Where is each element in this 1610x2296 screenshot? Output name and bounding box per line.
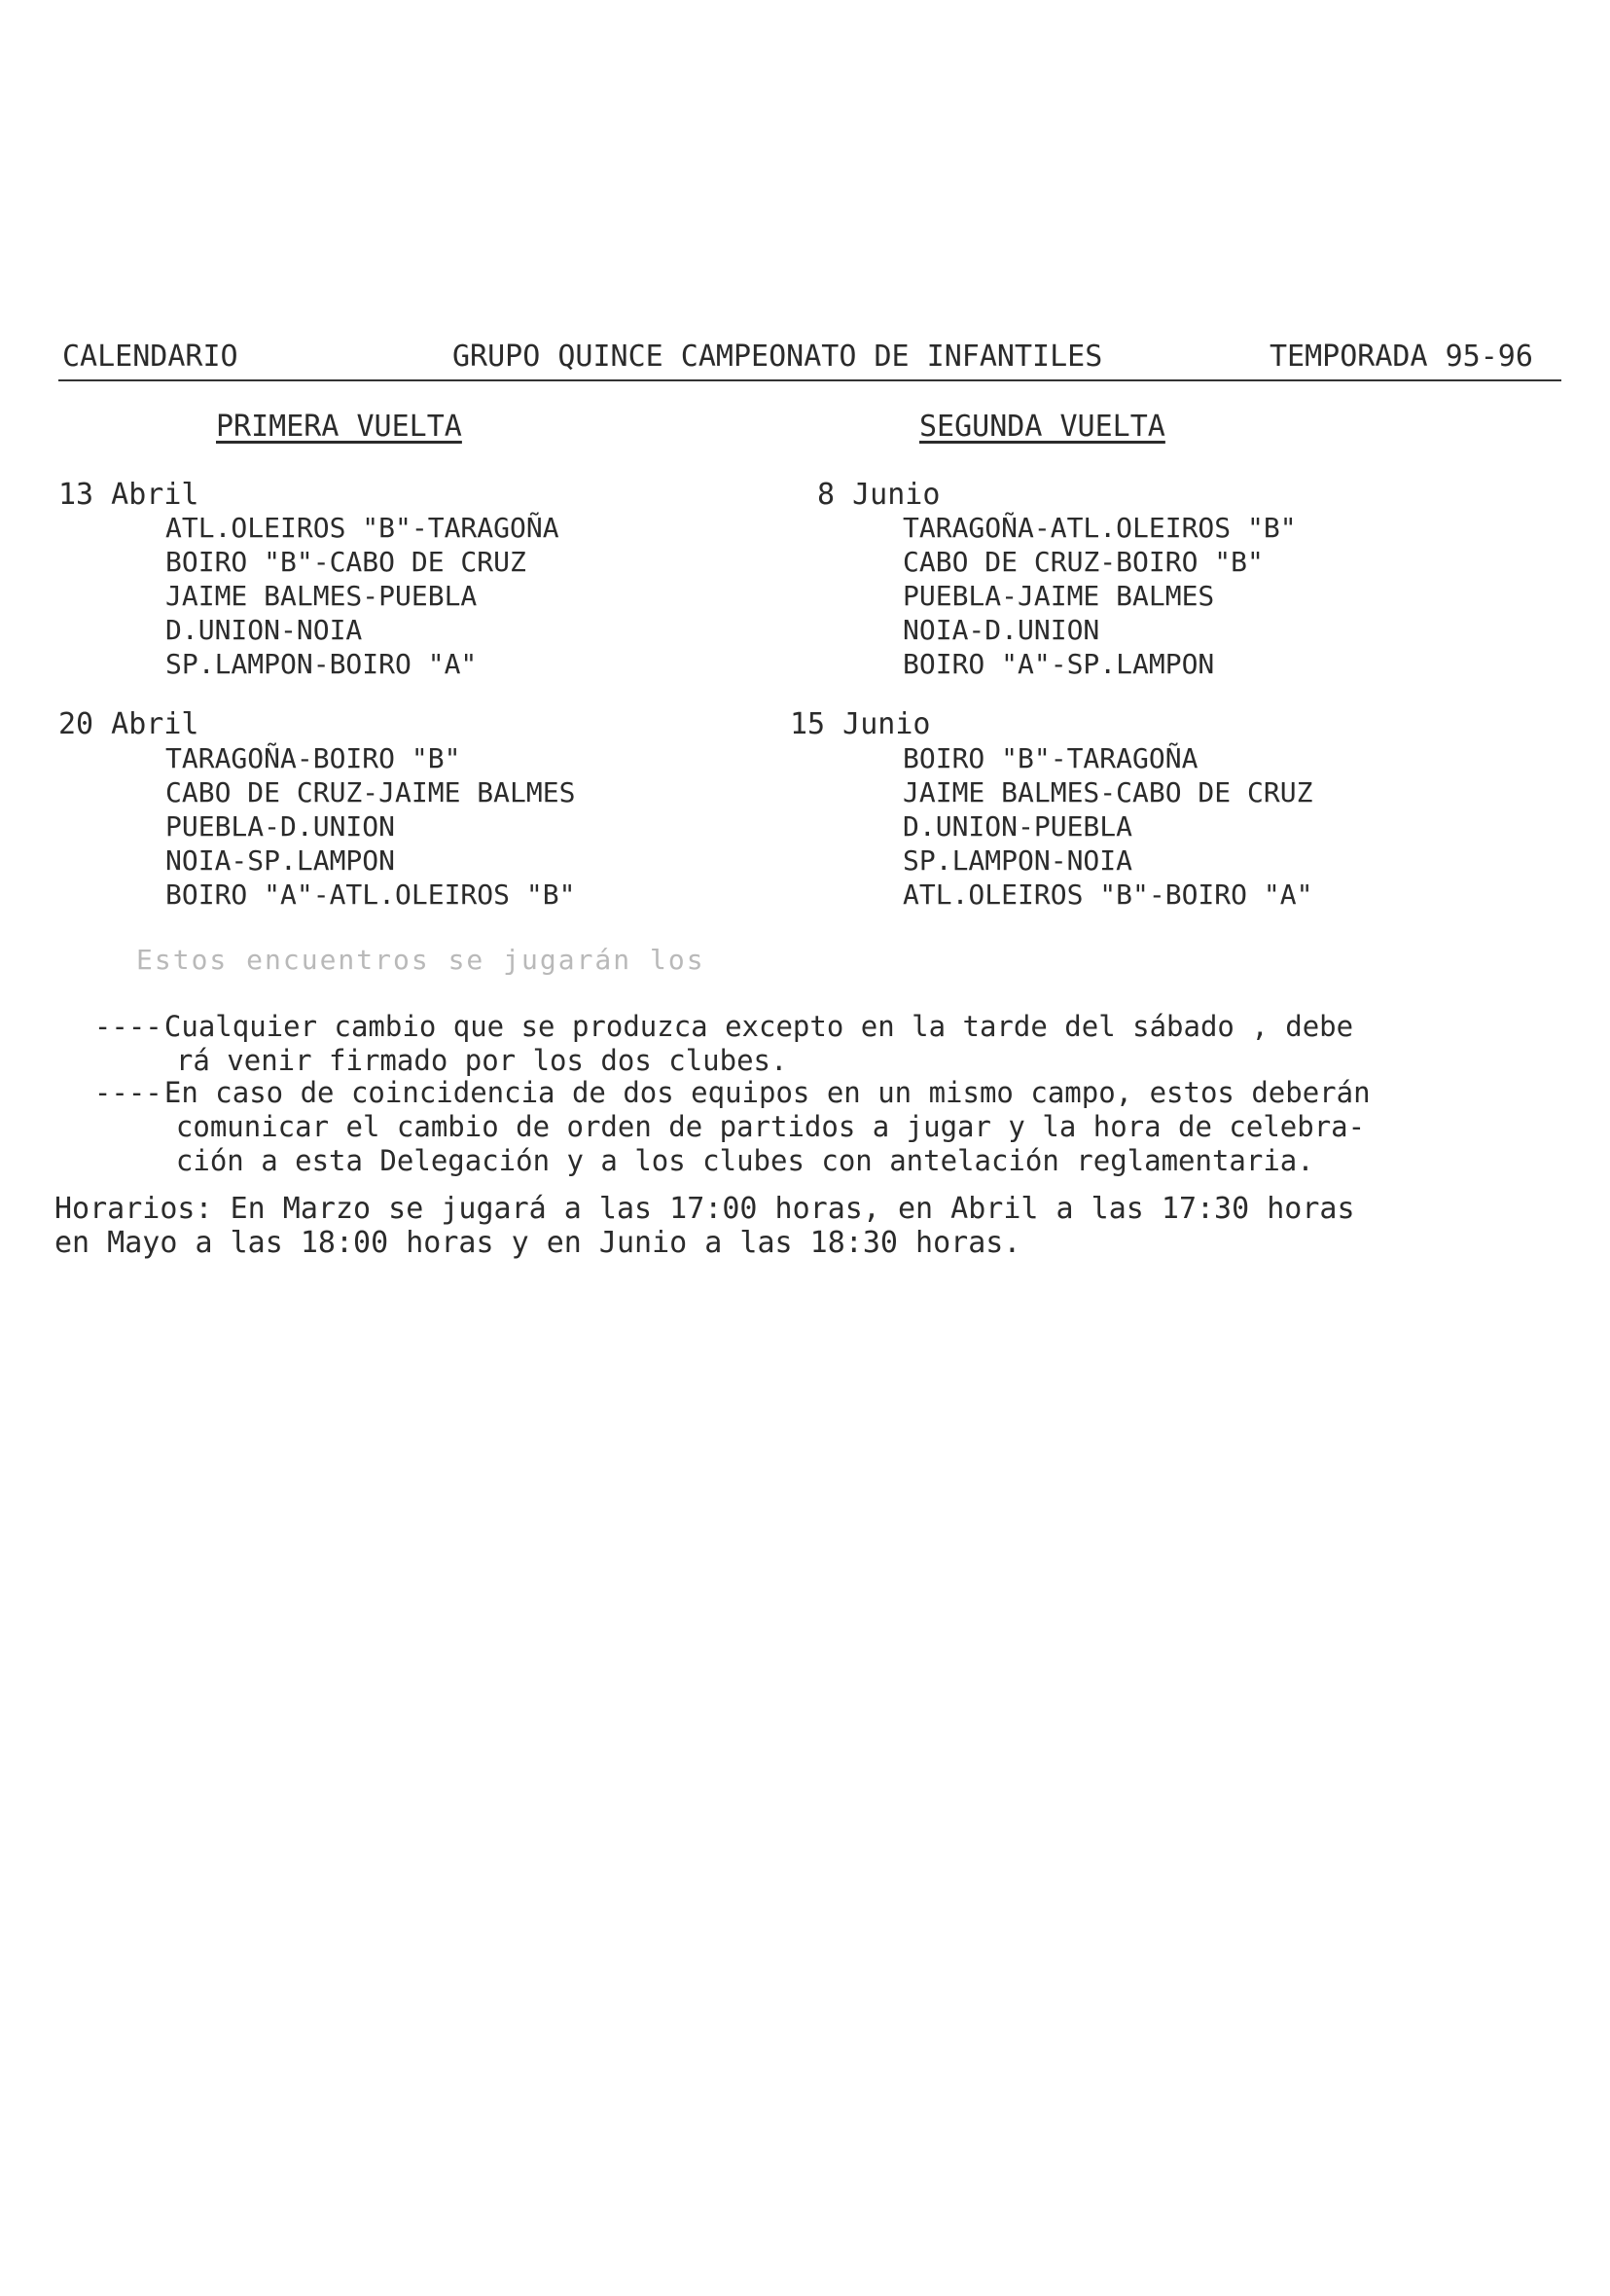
round-date: 13 Abril [58,478,199,512]
header-bar [58,341,1561,381]
match: SP.LAMPON-BOIRO "A" [165,648,478,680]
match: NOIA-D.UNION [903,614,1100,646]
header-right: TEMPORADA 95-96 [1270,340,1533,374]
horarios-line-1: Horarios: En Marzo se jugará a las 17:00 horas, en Abril a las 17:30 horas [54,1192,1355,1226]
primera-vuelta-title: PRIMERA VUELTA [216,410,462,444]
segunda-vuelta-title: SEGUNDA VUELTA [919,410,1165,444]
match: CABO DE CRUZ-JAIME BALMES [165,776,576,808]
match: JAIME BALMES-PUEBLA [165,580,478,612]
note-2-line-3 [142,1111,1314,1177]
match: PUEBLA-D.UNION [165,810,396,843]
header-left: CALENDARIO [62,340,238,374]
match: NOIA-SP.LAMPON [165,844,396,877]
match: ATL.OLEIROS "B"-TARAGOÑA [165,512,559,544]
faded-note: Estos encuentros se jugarán los [136,944,705,976]
match: D.UNION-PUEBLA [903,810,1133,843]
dash-marker: ---- [93,1010,162,1043]
match: TARAGOÑA-BOIRO "B" [165,742,461,774]
match: BOIRO "A"-ATL.OLEIROS "B" [165,879,576,911]
match: JAIME BALMES-CABO DE CRUZ [903,776,1313,808]
match: PUEBLA-JAIME BALMES [903,580,1215,612]
match: BOIRO "A"-SP.LAMPON [903,648,1215,680]
match: D.UNION-NOIA [165,614,363,646]
match: SP.LAMPON-NOIA [903,844,1133,877]
round-date: 20 Abril [58,707,199,741]
note-text: comunicar el cambio de orden de partidos a jugar y la hora de celebra- [175,1110,1366,1143]
match: CABO DE CRUZ-BOIRO "B" [903,546,1264,578]
note-text: rá venir firmado por los dos clubes. [175,1044,788,1077]
note-text: Cualquier cambio que se produzca excepto en la tarde del sábado , debe [163,1010,1354,1043]
match: BOIRO "B"-TARAGOÑA [903,742,1199,774]
match: ATL.OLEIROS "B"-BOIRO "A" [903,879,1313,911]
round-date: 8 Junio [817,478,941,512]
match: BOIRO "B"-CABO DE CRUZ [165,546,526,578]
match: TARAGOÑA-ATL.OLEIROS "B" [903,512,1297,544]
header-center: GRUPO QUINCE CAMPEONATO DE INFANTILES [452,340,1103,374]
horarios-line-2: en Mayo a las 18:00 horas y en Junio a las 18:30 horas. [54,1226,1021,1260]
round-date: 15 Junio [790,707,931,741]
note-text: En caso de coincidencia de dos equipos en un mismo campo, estos deberán [163,1076,1371,1109]
note-text: ción a esta Delegación y a los clubes con antelación reglamentaria. [175,1144,1314,1177]
dash-marker: ---- [93,1076,162,1109]
